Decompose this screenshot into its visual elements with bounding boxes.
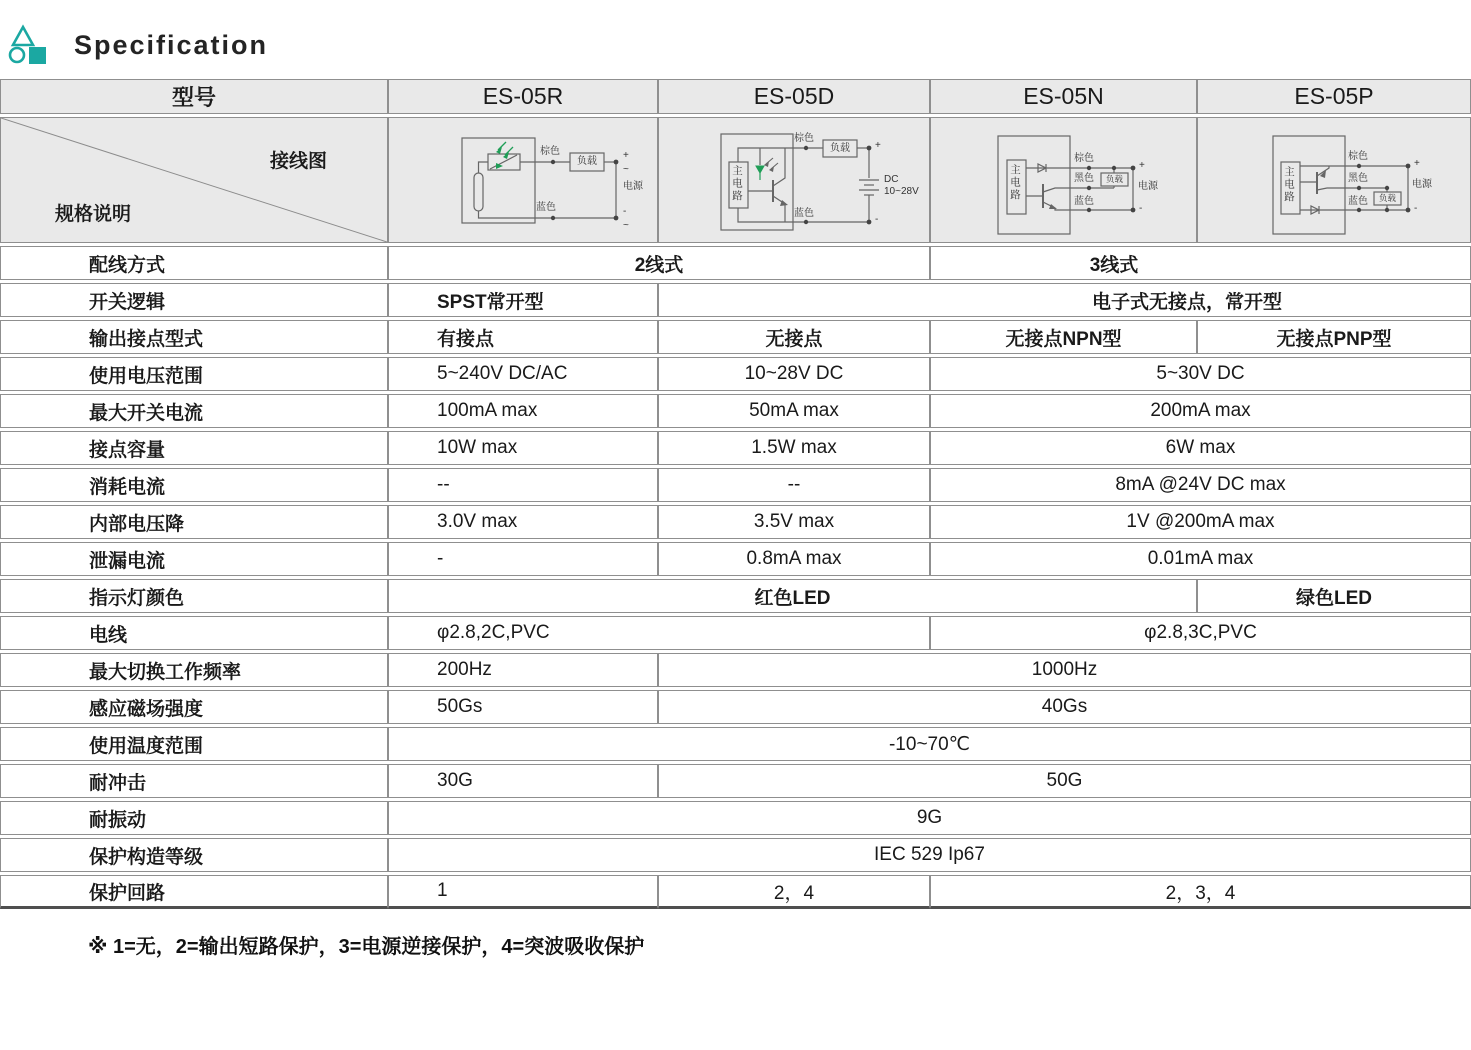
spec-value-cell: 绿色LED (1197, 579, 1471, 613)
table-row (0, 542, 1471, 576)
spec-value-cell: 10~28V DC (658, 357, 930, 391)
dc-voltage-label: 10~28V (884, 186, 919, 197)
spec-label-cell: 配线方式 (0, 246, 388, 280)
table-row (0, 357, 1471, 391)
table-row (0, 505, 1471, 539)
ac-symbol: ~ (623, 164, 629, 175)
table-row (0, 616, 1471, 650)
spec-value-cell: 无接点PNP型 (1197, 320, 1471, 354)
circuit-es05r (390, 118, 656, 242)
spec-label-cell: 泄漏电流 (0, 542, 388, 576)
spec-label-cell: 保护构造等级 (0, 838, 388, 872)
wiring-diagram-es05d (658, 117, 930, 243)
col-header-es05n: ES-05N (930, 79, 1197, 114)
wiring-diagram-es05p (1197, 117, 1471, 243)
spec-value-cell: 0.8mA max (658, 542, 930, 576)
table-row (0, 727, 1471, 761)
load-label: 负载 (830, 143, 850, 154)
wire-label-brown: 棕色 (794, 133, 814, 144)
spec-value-cell: 红色LED (388, 579, 1197, 613)
table-row (0, 320, 1471, 354)
spec-label-cell: 输出接点型式 (0, 320, 388, 354)
spec-value-cell: -10~70℃ (388, 727, 1471, 761)
main-circuit-label: 主电路 (731, 165, 743, 203)
spec-value-cell: 5~240V DC/AC (388, 357, 658, 391)
table-row (0, 246, 1471, 280)
wire-label-blue: 蓝色 (536, 202, 556, 213)
wire-label-blue: 蓝色 (794, 208, 814, 219)
wire-label-brown: 棕色 (1074, 153, 1094, 164)
wire-label-brown: 棕色 (540, 146, 560, 157)
spec-value-cell: 2线式 (388, 246, 930, 280)
spec-table (0, 76, 1471, 912)
spec-value-cell: 电子式无接点，常开型 (658, 283, 1471, 317)
spec-value-cell: 1 (388, 875, 658, 909)
spec-label-cell: 电线 (0, 616, 388, 650)
spec-value-cell: 2，4 (658, 875, 930, 909)
spec-value-cell: 6W max (930, 431, 1471, 465)
table-row (0, 801, 1471, 835)
power-label: 电源 (623, 181, 643, 192)
spec-value-cell: 无接点 (658, 320, 930, 354)
minus-terminal: - (1139, 203, 1143, 214)
spec-value-cell: 无接点NPN型 (930, 320, 1197, 354)
spec-value-cell: - (388, 542, 658, 576)
page-title: Specification (74, 29, 269, 60)
wiring-diagram-row (0, 117, 1471, 243)
plus-terminal: + (875, 140, 881, 151)
wire-label-brown: 棕色 (1348, 151, 1368, 162)
wiring-diagram-label: 接线图 (269, 151, 327, 172)
power-label: 电源 (1138, 181, 1158, 192)
wire-label-blue: 蓝色 (1348, 196, 1368, 207)
table-row (0, 875, 1471, 909)
table-header-row (0, 79, 1471, 114)
spec-value-cell: 2，3，4 (930, 875, 1471, 909)
spec-value-cell: φ2.8,3C,PVC (930, 616, 1471, 650)
spec-value-cell: SPST常开型 (388, 283, 658, 317)
col-header-model-label: 型号 (0, 79, 388, 114)
spec-value-cell: 1V @200mA max (930, 505, 1471, 539)
wiring-diagram-es05r (388, 117, 658, 243)
table-row (0, 431, 1471, 465)
col-header-es05p: ES-05P (1197, 79, 1471, 114)
spec-label-cell: 开关逻辑 (0, 283, 388, 317)
ac-symbol: ~ (623, 220, 629, 231)
title-bar (0, 0, 1471, 72)
minus-terminal: - (623, 206, 627, 217)
spec-value-cell: 50G (658, 764, 1471, 798)
spec-label-cell: 最大开关电流 (0, 394, 388, 428)
spec-label-cell: 耐振动 (0, 801, 388, 835)
table-row (0, 468, 1471, 502)
minus-terminal: - (875, 214, 879, 225)
spec-value-cell: -- (658, 468, 930, 502)
wire-label-black: 黑色 (1074, 173, 1094, 184)
spec-label-cell: 消耗电流 (0, 468, 388, 502)
main-circuit-label: 主电路 (1009, 164, 1021, 202)
col-header-es05d: ES-05D (658, 79, 930, 114)
spec-value-cell: 0.01mA max (930, 542, 1471, 576)
col-header-es05r: ES-05R (388, 79, 658, 114)
load-label: 负载 (577, 156, 597, 167)
spec-value-cell: 5~30V DC (930, 357, 1471, 391)
spec-value-cell: 有接点 (388, 320, 658, 354)
spec-value-cell: 200Hz (388, 653, 658, 687)
main-circuit-label: 主电路 (1283, 166, 1295, 204)
spec-value-cell: 1.5W max (658, 431, 930, 465)
spec-label-cell: 内部电压降 (0, 505, 388, 539)
power-label: 电源 (1412, 179, 1432, 190)
table-row (0, 283, 1471, 317)
spec-value-cell: 9G (388, 801, 1471, 835)
spec-value-cell: 50Gs (388, 690, 658, 724)
spec-label-cell: 保护回路 (0, 875, 388, 909)
spec-value-cell: 1000Hz (658, 653, 1471, 687)
dc-label: DC (884, 174, 899, 185)
spec-value-cell: 200mA max (930, 394, 1471, 428)
table-row (0, 690, 1471, 724)
spec-description-label: 规格说明 (55, 204, 132, 225)
spec-value-cell: 100mA max (388, 394, 658, 428)
load-label: 负载 (1378, 193, 1396, 203)
spec-label-cell: 接点容量 (0, 431, 388, 465)
spec-value-cell: 10W max (388, 431, 658, 465)
wiring-diagram-es05n (930, 117, 1197, 243)
spec-label-cell: 使用电压范围 (0, 357, 388, 391)
spec-label-cell: 耐冲击 (0, 764, 388, 798)
spec-label-cell: 最大切换工作频率 (0, 653, 388, 687)
spec-value-cell: φ2.8,2C,PVC (388, 616, 930, 650)
spec-value-cell: 3线式 (930, 246, 1471, 280)
table-row (0, 838, 1471, 872)
plus-terminal: + (1414, 158, 1420, 169)
spec-value-cell: 8mA @24V DC max (930, 468, 1471, 502)
load-label: 负载 (1105, 174, 1123, 184)
spec-value-cell: 3.0V max (388, 505, 658, 539)
table-row (0, 653, 1471, 687)
spec-label-cell: 使用温度范围 (0, 727, 388, 761)
wire-label-black: 黑色 (1348, 173, 1368, 184)
spec-value-cell: -- (388, 468, 658, 502)
spec-value-cell: 50mA max (658, 394, 930, 428)
spec-value-cell: 40Gs (658, 690, 1471, 724)
diagonal-header-cell (0, 117, 388, 243)
spec-value-cell: 3.5V max (658, 505, 930, 539)
wire-label-blue: 蓝色 (1074, 196, 1094, 207)
spec-value-cell: IEC 529 Ip67 (388, 838, 1471, 872)
protection-circuit-footnote: ※ 1=无，2=输出短路保护，3=电源逆接保护，4=突波吸收保护 (88, 936, 645, 958)
table-row (0, 764, 1471, 798)
plus-terminal: + (1139, 160, 1145, 171)
brand-shapes-icon (8, 24, 54, 66)
table-row (0, 394, 1471, 428)
minus-terminal: - (1414, 203, 1418, 214)
spec-label-cell: 指示灯颜色 (0, 579, 388, 613)
spec-value-cell: 30G (388, 764, 658, 798)
circuit-es05n (931, 118, 1197, 242)
table-row (0, 579, 1471, 613)
spec-label-cell: 感应磁场强度 (0, 690, 388, 724)
plus-terminal: + (623, 150, 629, 161)
